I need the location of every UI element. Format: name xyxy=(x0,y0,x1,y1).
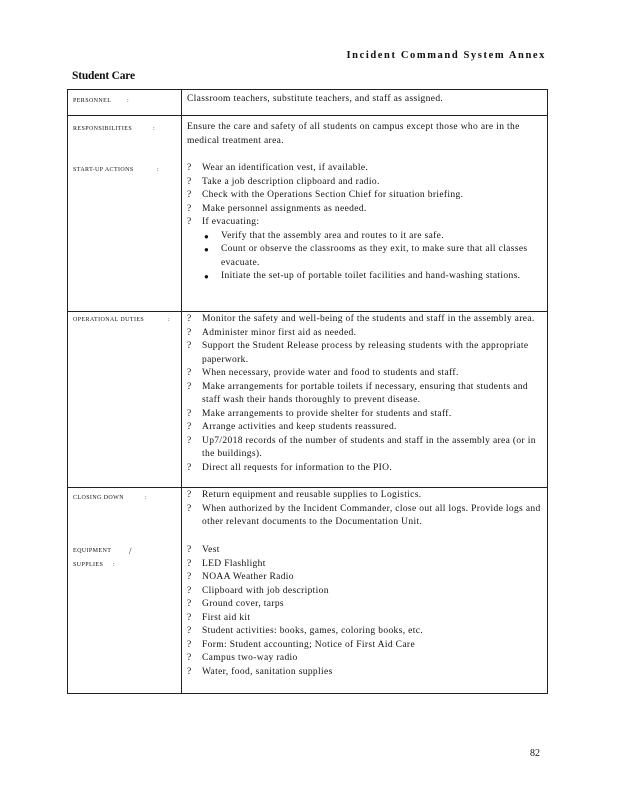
list-item: ? Monitor the safety and well-being of the students and staff in the assembly area. xyxy=(187,314,535,324)
responsibilities-text: Ensure the care and safety of all students on campus except those who are in the medical treatment area. xyxy=(187,122,520,146)
list-item: ? Arrange activities and keep students reassured. xyxy=(187,422,397,432)
page-number: 82 xyxy=(530,748,540,759)
list-item: ? Up7/2018 records of the number of students and staff in the assembly area (or in the buildings). xyxy=(187,435,536,459)
list-item: ? Return equipment and reusable supplies to Logistics. xyxy=(187,490,422,500)
list-item: ? Administer minor first aid as needed. xyxy=(187,327,357,338)
annex-header: Incident Command System Annex xyxy=(346,50,546,61)
section-title: Student Care xyxy=(72,70,135,82)
operational-list xyxy=(187,313,541,475)
responsibilities-label: RESPONSIBILITIES : xyxy=(73,126,156,132)
list-item: ? Campus two-way radio xyxy=(187,653,298,663)
list-item: ? If evacuating: xyxy=(187,217,260,227)
row-divider xyxy=(68,487,547,488)
closing-label: CLOSING DOWN : xyxy=(73,495,148,501)
list-item: ? Ground cover, tarps xyxy=(187,599,284,609)
equipment-list xyxy=(187,544,541,679)
list-item: ? Wear an identification vest, if available. xyxy=(187,163,369,173)
personnel-text: Classroom teachers, substitute teachers, and staff as assigned. xyxy=(187,94,444,104)
list-item: ? Make personnel assignments as needed. xyxy=(187,203,367,214)
list-item: ? Make arrangements to provide shelter for students and staff. xyxy=(187,408,452,419)
list-item: ? Form: Student accounting; Notice of First Aid Care xyxy=(187,639,416,650)
list-item: ? LED Flashlight xyxy=(187,558,266,569)
list-item: ? Take a job description clipboard and radio. xyxy=(187,176,380,187)
row-divider xyxy=(68,311,547,312)
list-item: ? Clipboard with job description xyxy=(187,585,329,596)
column-divider xyxy=(181,90,182,693)
closing-list xyxy=(187,489,541,530)
sub-list-item: ● Initiate the set-up of portable toilet facilities and hand-washing stations. xyxy=(204,271,521,281)
sub-list-item: ● Verify that the assembly area and routes to it are safe. xyxy=(204,230,444,241)
list-item: ? When authorized by the Incident Commander, close out all logs. Provide logs and other relevant documents to the Documentation Unit. xyxy=(187,503,541,527)
list-item: ? Support the Student Release process by releasing students with the appropriate paperwork. xyxy=(187,341,529,365)
role-table xyxy=(67,89,548,694)
list-item: ? Student activities: books, games, coloring books, etc. xyxy=(187,626,424,636)
list-item: ? Make arrangements for portable toilets if necessary, ensuring that students and staff wash their hands thoroughly to prevent disease. xyxy=(187,381,528,405)
list-item: ? When necessary, provide water and food to students and staff. xyxy=(187,368,459,378)
list-item: ? First aid kit xyxy=(187,612,251,623)
operational-label: OPERATIONAL DUTIES : xyxy=(73,317,171,323)
supplies-label: SUPPLIES : xyxy=(73,562,116,568)
list-item: ? Water, food, sanitation supplies xyxy=(187,666,333,677)
startup-label: START-UP ACTIONS : xyxy=(73,167,160,173)
sub-list-item: ● Count or observe the classrooms as they exit, to make sure that all classes evacuate. xyxy=(204,244,528,268)
row-divider xyxy=(68,115,547,116)
list-item: ? Vest xyxy=(187,545,220,555)
list-item: ? Check with the Operations Section Chief for situation briefing. xyxy=(187,190,464,200)
startup-list xyxy=(187,162,541,284)
list-item: ? NOAA Weather Radio xyxy=(187,572,294,582)
personnel-label: PERSONNEL : xyxy=(73,98,130,104)
equipment-label: EQUIPMENT / xyxy=(73,546,132,556)
list-item: ? Direct all requests for information to the PIO. xyxy=(187,462,393,473)
